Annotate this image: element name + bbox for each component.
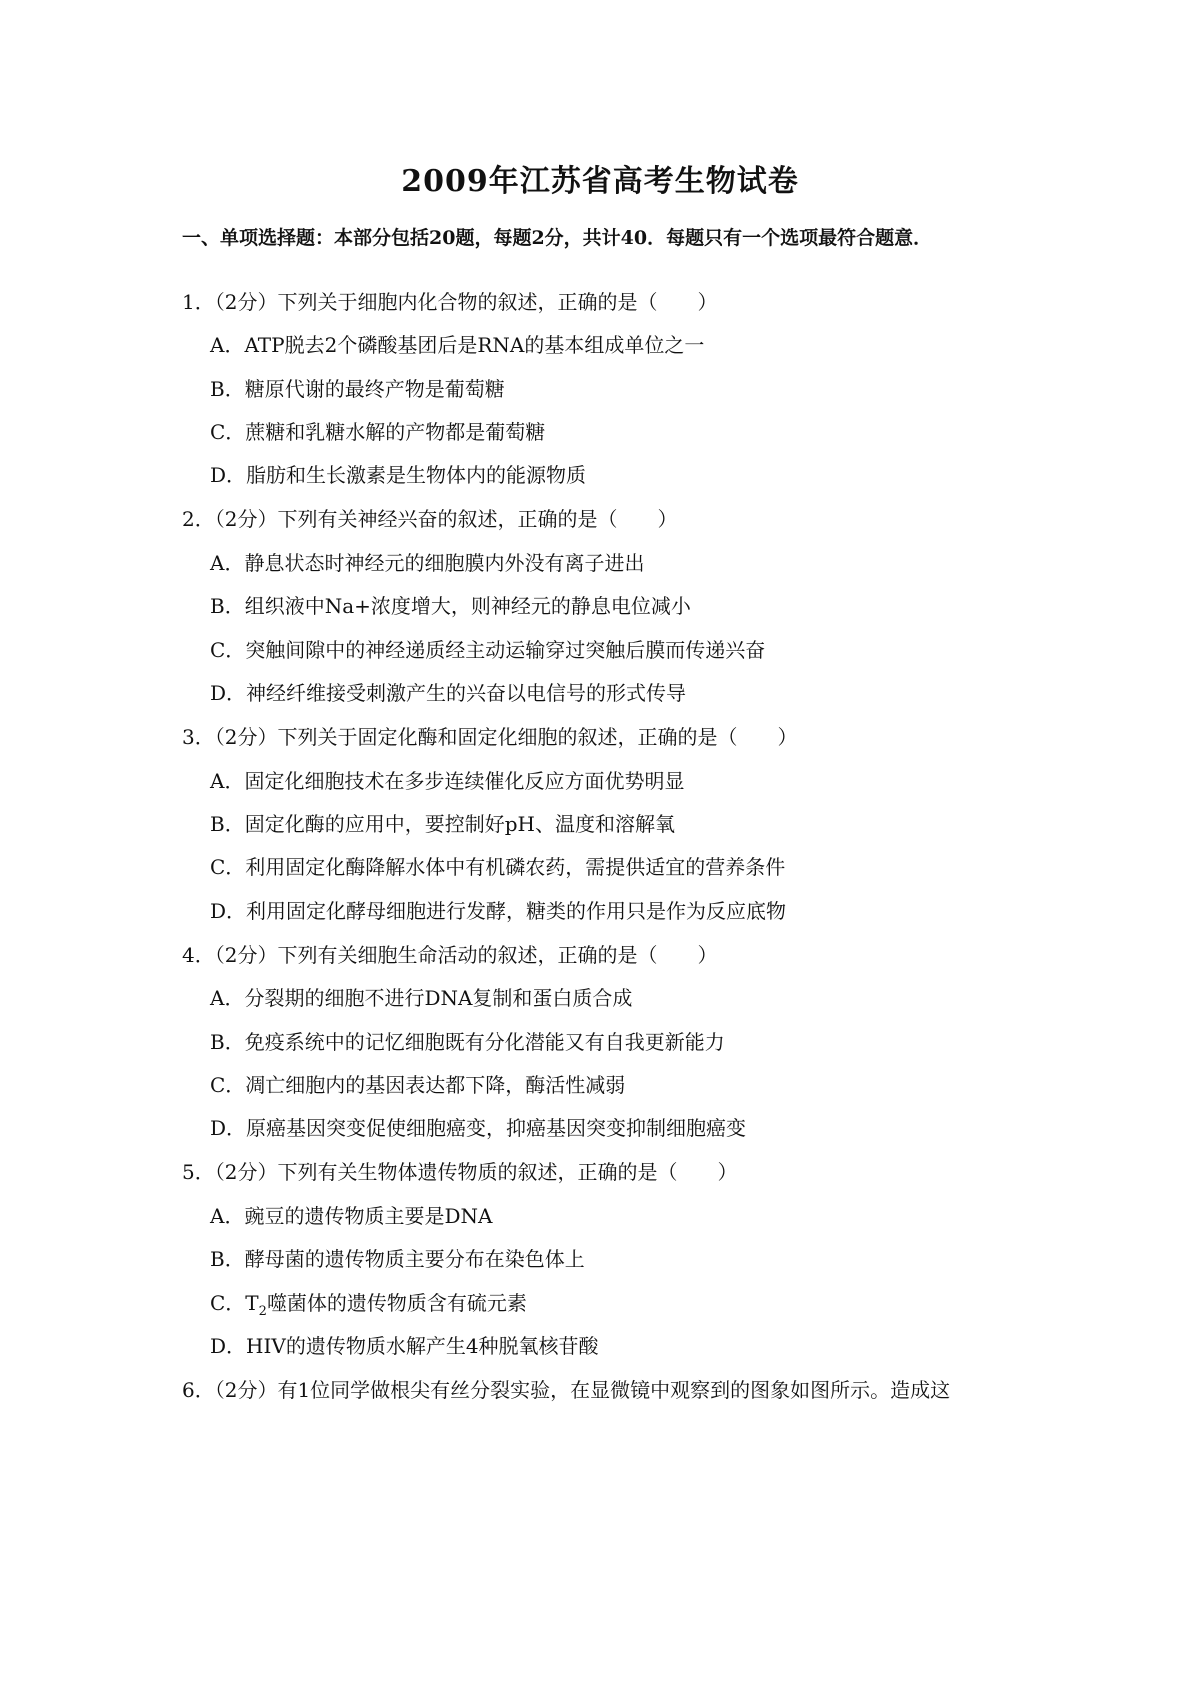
question-5-option-d: D．HIV的遗传物质水解产生4种脱氧核苷酸 <box>210 1334 599 1358</box>
question-4-option-a: A．分裂期的细胞不进行DNA复制和蛋白质合成 <box>210 986 633 1010</box>
question-1-option-a: A．ATP脱去2个磷酸基团后是RNA的基本组成单位之一 <box>210 333 705 357</box>
question-1-stem: 1．（2分）下列关于细胞内化合物的叙述，正确的是（ ） <box>182 290 718 314</box>
question-6-stem: 6．（2分）有1位同学做根尖有丝分裂实验，在显微镜中观察到的图象如图所示。造成这 <box>182 1378 951 1402</box>
question-5-option-a: A．豌豆的遗传物质主要是DNA <box>210 1204 493 1228</box>
question-2-option-b: B．组织液中Na+浓度增大，则神经元的静息电位减小 <box>210 594 691 618</box>
question-2-option-c: C．突触间隙中的神经递质经主动运输穿过突触后膜而传递兴奋 <box>210 638 766 662</box>
question-1-option-c: C．蔗糖和乳糖水解的产物都是葡萄糖 <box>210 420 546 444</box>
question-5-option-b: B．酵母菌的遗传物质主要分布在染色体上 <box>210 1247 585 1271</box>
question-1-option-b: B．糖原代谢的最终产物是葡萄糖 <box>210 377 505 401</box>
question-4-option-d: D．原癌基因突变促使细胞癌变，抑癌基因突变抑制细胞癌变 <box>210 1116 747 1140</box>
question-3-option-b: B．固定化酶的应用中，要控制好pH、温度和溶解氧 <box>210 812 675 836</box>
question-2-option-d: D．神经纤维接受刺激产生的兴奋以电信号的形式传导 <box>210 681 687 705</box>
question-3-option-c: C．利用固定化酶降解水体中有机磷农药，需提供适宜的营养条件 <box>210 855 786 879</box>
question-3-option-a: A．固定化细胞技术在多步连续催化反应方面优势明显 <box>210 769 685 793</box>
question-4-option-c: C．凋亡细胞内的基因表达都下降，酶活性减弱 <box>210 1073 626 1097</box>
question-5-option-c-prefix: C．T <box>210 1291 259 1315</box>
section-heading: 一、单项选择题：本部分包括20题，每题2分，共计40．每题只有一个选项最符合题意． <box>182 227 933 249</box>
exam-title: 2009年江苏省高考生物试卷 <box>401 164 799 199</box>
question-5-option-c-text: 噬菌体的遗传物质含有硫元素 <box>266 1291 527 1315</box>
question-3-stem: 3．（2分）下列关于固定化酶和固定化细胞的叙述，正确的是（ ） <box>182 725 798 749</box>
question-4-stem: 4．（2分）下列有关细胞生命活动的叙述，正确的是（ ） <box>182 943 718 967</box>
question-5-option-c <box>210 1289 527 1326</box>
question-2-stem: 2．（2分）下列有关神经兴奋的叙述，正确的是（ ） <box>182 507 678 531</box>
question-2-option-a: A．静息状态时神经元的细胞膜内外没有离子进出 <box>210 551 645 575</box>
question-5-stem: 5．（2分）下列有关生物体遗传物质的叙述，正确的是（ ） <box>182 1160 738 1184</box>
question-1-option-d: D．脂肪和生长激素是生物体内的能源物质 <box>210 463 587 487</box>
question-4-option-b: B．免疫系统中的记忆细胞既有分化潜能又有自我更新能力 <box>210 1030 725 1054</box>
question-5-option-c-subscript: 2 <box>258 1304 267 1319</box>
question-3-option-d: D．利用固定化酵母细胞进行发酵，糖类的作用只是作为反应底物 <box>210 899 787 923</box>
